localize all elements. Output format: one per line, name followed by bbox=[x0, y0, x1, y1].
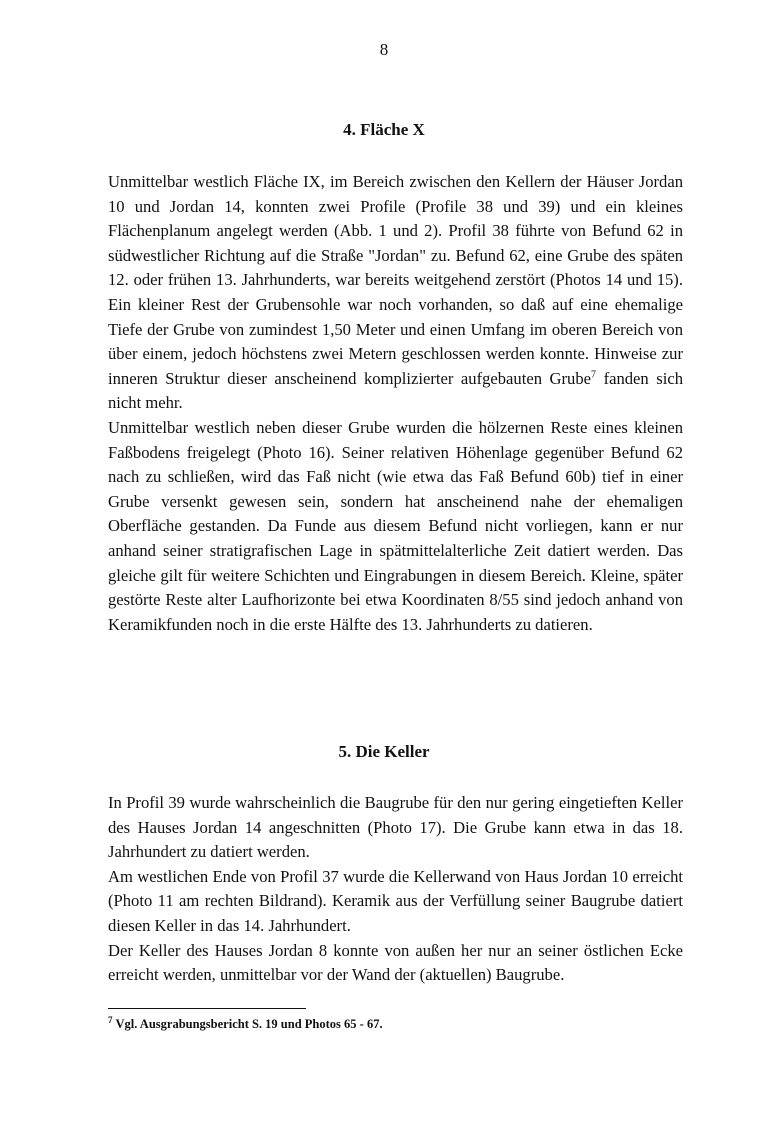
paragraph-text: fanden sich nicht mehr. bbox=[108, 368, 683, 413]
section-heading-flaeche-x: 4. Fläche X bbox=[343, 120, 425, 139]
footnote-marker: 7 bbox=[108, 1014, 113, 1025]
footnote bbox=[108, 1014, 683, 1032]
section-body-die-keller bbox=[108, 791, 683, 988]
paragraph: Der Keller des Hauses Jordan 8 konnte von außen her nur an seiner östlichen Ecke erreicht werden, unmittelbar vor der Wand der (aktuellen) Baugrube. bbox=[108, 940, 683, 985]
paragraph: Unmittelbar westlich neben dieser Grube wurden die hölzernen Reste eines kleinen Faßbodens freigelegt (Photo 16). Seiner relativen Höhenlage gegenüber Befund 62 nach zu schließen, wird das Faß nicht (wie etwa das Faß Befund 60b) tief in einer Grube versenkt gewesen sein, sondern hat anscheinend nahe der ehemaligen Oberfläche gestanden. Da Funde aus diesem Befund nicht vorliegen, kann er nur anhand seiner stratigrafischen Lage in spätmittelalterliche Zeit datiert werden. Das gleiche gilt für weitere Schichten und Eingrabungen in diesem Bereich. Kleine, später gestörte Reste alter Laufhorizonte bei etwa Koordinaten 8/55 sind jedoch anhand von Keramikfunden noch in die erste Hälfte des 13. Jahrhunderts zu datieren. bbox=[108, 417, 683, 634]
section-body-flaeche-x bbox=[108, 170, 683, 637]
paragraph bbox=[108, 170, 683, 416]
footnote-reference: 7 bbox=[591, 369, 597, 381]
paragraph: Am westlichen Ende von Profil 37 wurde die Kellerwand von Haus Jordan 10 erreicht (Photo 11 am rechten Bildrand). Keramik aus der Verfüllung seiner Baugrube datiert diesen Keller in das 14. Jahrhundert. bbox=[108, 866, 683, 935]
paragraph: In Profil 39 wurde wahrscheinlich die Baugrube für den nur gering eingetieften Keller des Hauses Jordan 14 angeschnitten (Photo 17). Die Grube kann etwa in das 18. Jahrhundert zu datiert werden. bbox=[108, 793, 683, 862]
footnote-separator bbox=[108, 1008, 306, 1009]
section-heading-die-keller: 5. Die Keller bbox=[338, 742, 430, 761]
footnote-text: Vgl. Ausgrabungsbericht S. 19 und Photos 65 - 67. bbox=[115, 1017, 383, 1031]
page-number: 8 bbox=[379, 40, 389, 59]
paragraph-text: Unmittelbar westlich Fläche IX, im Bereich zwischen den Kellern der Häuser Jordan 10 und Jordan 14, konnten zwei Profile (Profile 38 und 39) und ein kleines Flächenplanum angelegt werden (Abb. 1 und 2). Profil 38 führte von Befund 62 in südwestlicher Richtung auf die Straße "Jordan" zu. Befund 62, eine Grube des späten 12. oder frühen 13. Jahrhunderts, war bereits weitgehend zerstört (Photos 14 und 15). Ein kleiner Rest der Grubensohle war noch vorhanden, so daß auf eine ehemalige Tiefe der Grube von zumindest 1,50 Meter und einen Umfang im oberen Bereich von über einem, jedoch höchstens zwei Metern geschlossen werden konnte. Hinweise zur inneren Struktur dieser anscheinend komplizierter aufgebauten Grube bbox=[108, 172, 683, 388]
